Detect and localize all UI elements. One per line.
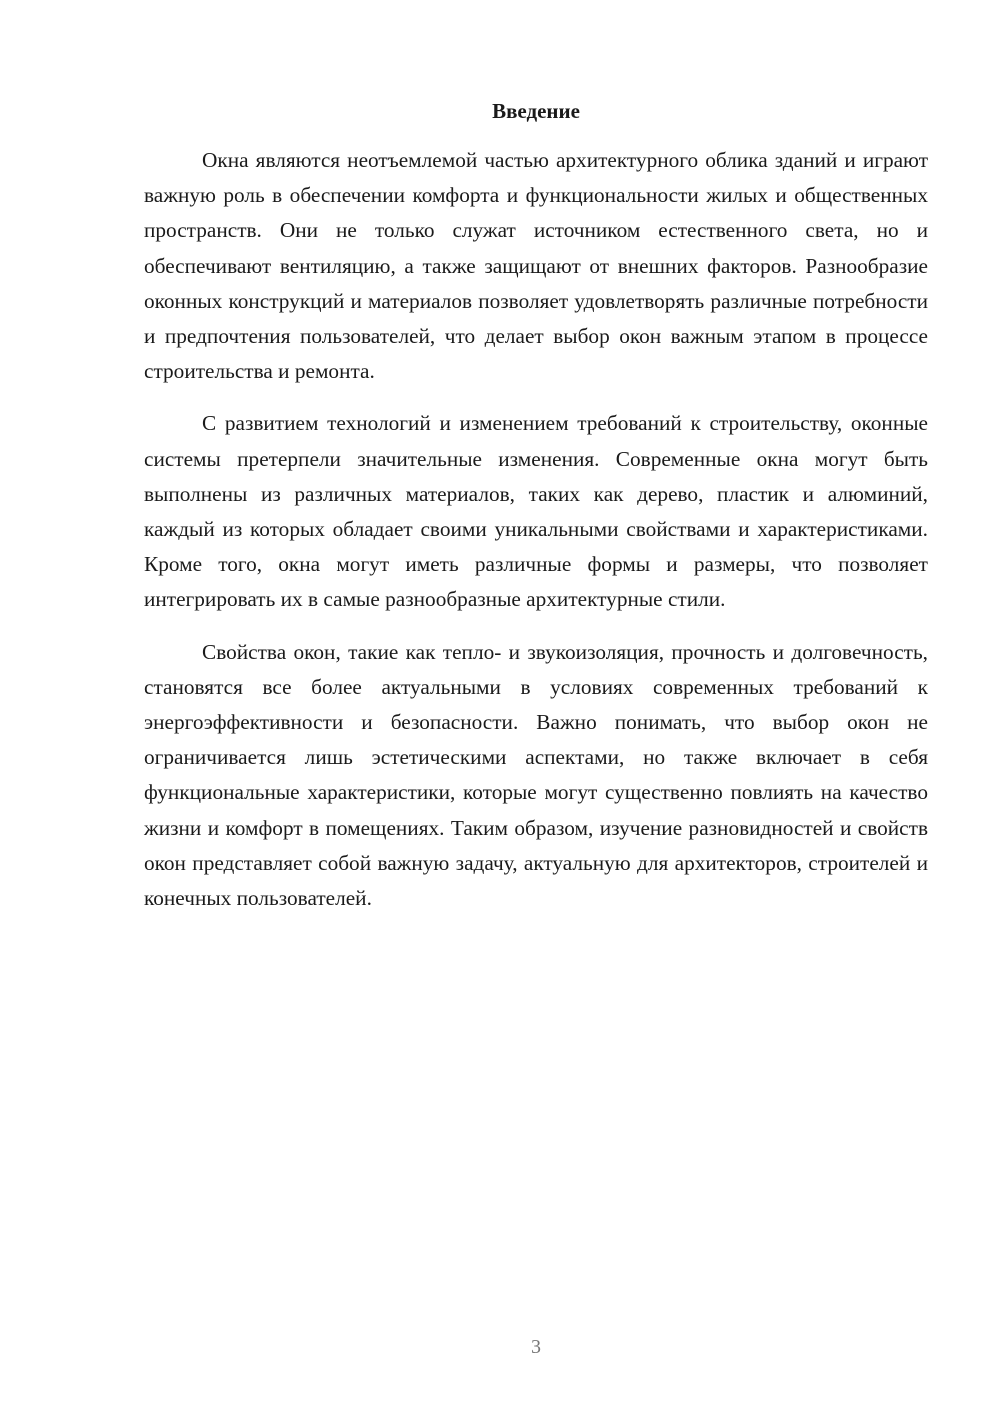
body-text (144, 143, 928, 933)
paragraph-1: Окна являются неотъемлемой частью архитектурного облика зданий и играют важную роль в обеспечении комфорта и функциональности жилых и общественных пространств. Они не только служат источником естественного света, но и обеспечивают вентиляцию, а также защищают от внешних факторов. Разнообразие оконных конструкций и материалов позволяет удовлетворять различные потребности и предпочтения пользователей, что делает выбор окон важным этапом в процессе строительства и ремонта. (144, 148, 928, 384)
section-heading: Введение (492, 99, 580, 123)
paragraph-2: С развитием технологий и изменением требований к строительству, оконные системы претерпели значительные изменения. Современные окна могут быть выполнены из различных материалов, таких как дерево, пластик и алюминий, каждый из которых обладает своими уникальными свойствами и характеристиками. Кроме того, окна могут иметь различные формы и размеры, что позволяет интегрировать их в самые разнообразные архитектурные стили. (144, 411, 928, 612)
page-number: 3 (531, 1336, 541, 1358)
paragraph-3: Свойства окон, такие как тепло- и звукоизоляция, прочность и долговечность, становятся все более актуальными в условиях современных требований к энергоэффективности и безопасности. Важно понимать, что выбор окон не ограничивается лишь эстетическими аспектами, но также включает в себя функциональные характеристики, которые могут существенно повлиять на качество жизни и комфорт в помещениях. Таким образом, изучение разновидностей и свойств окон представляет собой важную задачу, актуальную для архитекторов, строителей и конечных пользователей. (144, 639, 928, 911)
